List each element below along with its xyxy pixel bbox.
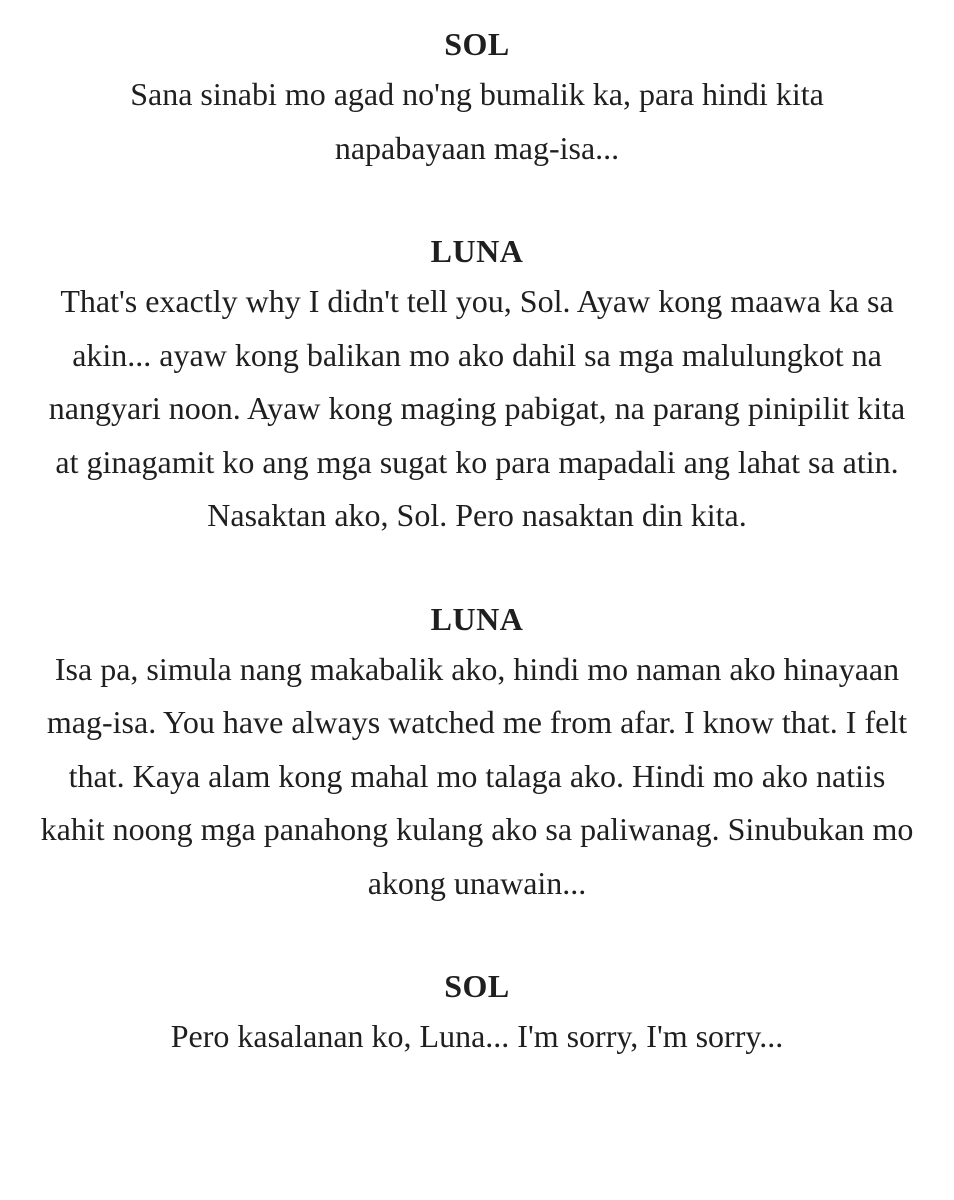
dialogue-text: That's exactly why I didn't tell you, Sol. Ayaw kong maawa ka sa akin... ayaw kong balikan mo ako dahil sa mga malulungkot na nangyari noon. Ayaw kong maging pabigat, na parang pinipilit kita at ginagamit ko ang mga sugat ko para mapadali ang lahat sa atin. Nasaktan ako, Sol. Pero nasaktan din kita. — [48, 283, 906, 533]
dialogue-text: Sana sinabi mo agad no'ng bumalik ka, para hindi kita napabayaan mag-isa... — [130, 76, 824, 166]
speaker-name: LUNA — [430, 600, 524, 637]
speaker-name: LUNA — [430, 233, 524, 269]
dialogue-block-1 — [0, 22, 954, 175]
dialogue-text: Pero kasalanan ko, Luna... I'm sorry, I'm sorry... — [170, 1018, 784, 1054]
dialogue-text: Isa pa, simula nang makabalik ako, hindi mo naman ako hinayaan mag-isa. You have always watched me from afar. I know that. I felt that. Kaya alam kong mahal mo talaga ako. Hindi mo ako natiis kahit noong mga panahong kulang ako sa paliwanag. Sinubukan mo akong unawain... — [40, 650, 914, 901]
speaker-name: SOL — [444, 968, 510, 1004]
speaker-name: SOL — [444, 26, 510, 62]
dialogue-block-3 — [0, 597, 954, 911]
dialogue-block-4 — [0, 964, 954, 1064]
script-body — [0, 22, 954, 1118]
dialogue-block-2 — [0, 229, 954, 543]
